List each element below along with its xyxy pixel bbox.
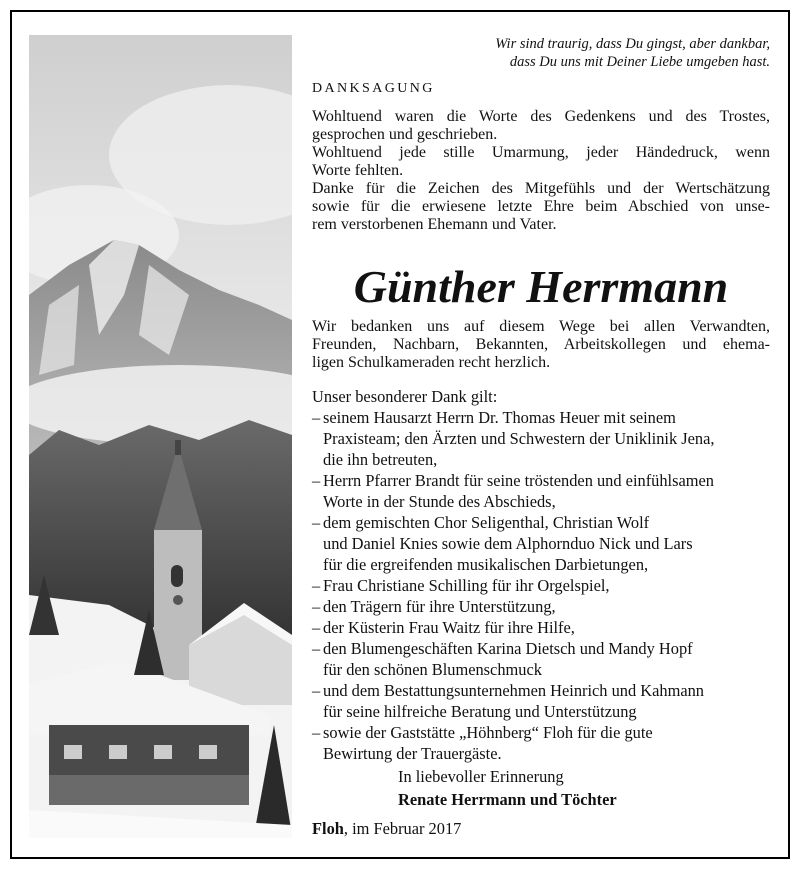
intro-line: gesprochen und geschrieben.	[312, 126, 498, 143]
thanks-list-continuation: und Daniel Knies sowie dem Alphornduo Nick und Lars	[323, 534, 693, 553]
thanks-list-text: und dem Bestattungsunternehmen Heinrich und Kahmann	[323, 681, 704, 700]
thanks-list-item-first-line	[312, 638, 770, 659]
motto-line-2: dass Du uns mit Deiner Liebe umgeben hast.	[509, 54, 770, 70]
thanks-list-text: sowie der Gaststätte „Höhnberg“ Floh für die gute	[323, 723, 653, 742]
thanks-list-item-first-line	[312, 680, 770, 701]
thanks-list-continuation: Bewirtung der Trauergäste.	[323, 744, 502, 763]
list-dash: –	[312, 576, 321, 595]
thanks-list-item-first-line	[312, 470, 770, 491]
thanks-list-continuation: Worte in der Stunde des Abschieds,	[323, 492, 556, 511]
thanks-list-item-first-line	[312, 722, 770, 743]
thanks-list-item-first-line	[312, 512, 770, 533]
thanks-line: Freunden, Nachbarn, Bekannten, Arbeitskollegen und ehema-	[312, 336, 770, 353]
special-thanks-intro: Unser besonderer Dank gilt:	[312, 387, 498, 406]
closing-block	[398, 765, 617, 811]
thanks-list-item	[312, 680, 770, 722]
thanks-list-continuation: für den schönen Blumenschmuck	[323, 660, 542, 679]
mountain-church-image	[29, 35, 292, 838]
thanks-line: Wir bedanken uns auf diesem Wege bei allen Verwandten,	[312, 318, 770, 335]
list-dash: –	[312, 513, 321, 532]
intro-line: Wohltuend jede stille Umarmung, jeder Händedruck, wenn	[312, 144, 770, 161]
thanks-list-item	[312, 596, 770, 617]
place-date	[312, 818, 461, 839]
closing-phrase: In liebevoller Erinnerung	[398, 767, 564, 786]
thanks-list-item	[312, 470, 770, 512]
thanks-list-text: dem gemischten Chor Seligenthal, Christian Wolf	[323, 513, 650, 532]
thanks-list-item	[312, 638, 770, 680]
thanks-list-text: den Blumengeschäften Karina Dietsch und Mandy Hopf	[323, 639, 693, 658]
thanks-list-continuation: Praxisteam; den Ärzten und Schwestern der Uniklinik Jena,	[323, 429, 715, 448]
intro-line: rem verstorbenen Ehemann und Vater.	[312, 216, 557, 233]
thanks-list-item	[312, 575, 770, 596]
thanks-paragraph	[312, 318, 770, 372]
motto	[400, 35, 770, 71]
list-dash: –	[312, 471, 321, 490]
thanks-list-text: der Küsterin Frau Waitz für ihre Hilfe,	[323, 618, 575, 637]
thanks-list-continuation: die ihn betreuten,	[323, 450, 438, 469]
thanks-list-text: den Trägern für ihre Unterstützung,	[323, 597, 556, 616]
thanks-list-item-first-line	[312, 617, 770, 638]
thanks-list-text: Frau Christiane Schilling für ihr Orgelspiel,	[323, 576, 610, 595]
intro-line: sowie für die erwiesene letzte Ehre beim Abschied von unse-	[312, 198, 770, 215]
thanks-list-item	[312, 512, 770, 575]
intro-line: Worte fehlten.	[312, 162, 404, 179]
list-dash: –	[312, 681, 321, 700]
notice-heading: DANKSAGUNG	[312, 81, 435, 96]
list-dash: –	[312, 408, 321, 427]
thanks-list-item-first-line	[312, 596, 770, 617]
thanks-list-item	[312, 617, 770, 638]
thanks-list-item	[312, 722, 770, 764]
intro-paragraph	[312, 108, 770, 234]
list-dash: –	[312, 618, 321, 637]
special-thanks-section	[312, 386, 770, 764]
thanks-list-item-first-line	[312, 407, 770, 428]
intro-line: Wohltuend waren die Worte des Gedenkens und des Trostes,	[312, 108, 770, 125]
thanks-list-item	[312, 407, 770, 470]
thanks-list-item-first-line	[312, 575, 770, 596]
motto-line-1: Wir sind traurig, dass Du gingst, aber dankbar,	[495, 36, 770, 52]
signers: Renate Herrmann und Töchter	[398, 790, 617, 809]
thanks-list	[312, 407, 770, 764]
deceased-name: Günther Herrmann	[353, 261, 729, 312]
thanks-list-continuation: für die ergreifenden musikalischen Darbietungen,	[323, 555, 649, 574]
place-date-text: , im Februar 2017	[343, 819, 462, 838]
list-dash: –	[312, 723, 321, 742]
list-dash: –	[312, 597, 321, 616]
thanks-list-text: Herrn Pfarrer Brandt für seine tröstenden und einfühlsamen	[323, 471, 714, 490]
place-town: Floh	[312, 819, 344, 838]
intro-line: Danke für die Zeichen des Mitgefühls und der Wertschätzung	[312, 180, 770, 197]
memorial-photo	[29, 35, 292, 838]
thanks-list-text: seinem Hausarzt Herrn Dr. Thomas Heuer mit seinem	[323, 408, 676, 427]
thanks-line: ligen Schulkameraden recht herzlich.	[312, 354, 551, 371]
thanks-list-continuation: für seine hilfreiche Beratung und Unterstützung	[323, 702, 637, 721]
list-dash: –	[312, 639, 321, 658]
